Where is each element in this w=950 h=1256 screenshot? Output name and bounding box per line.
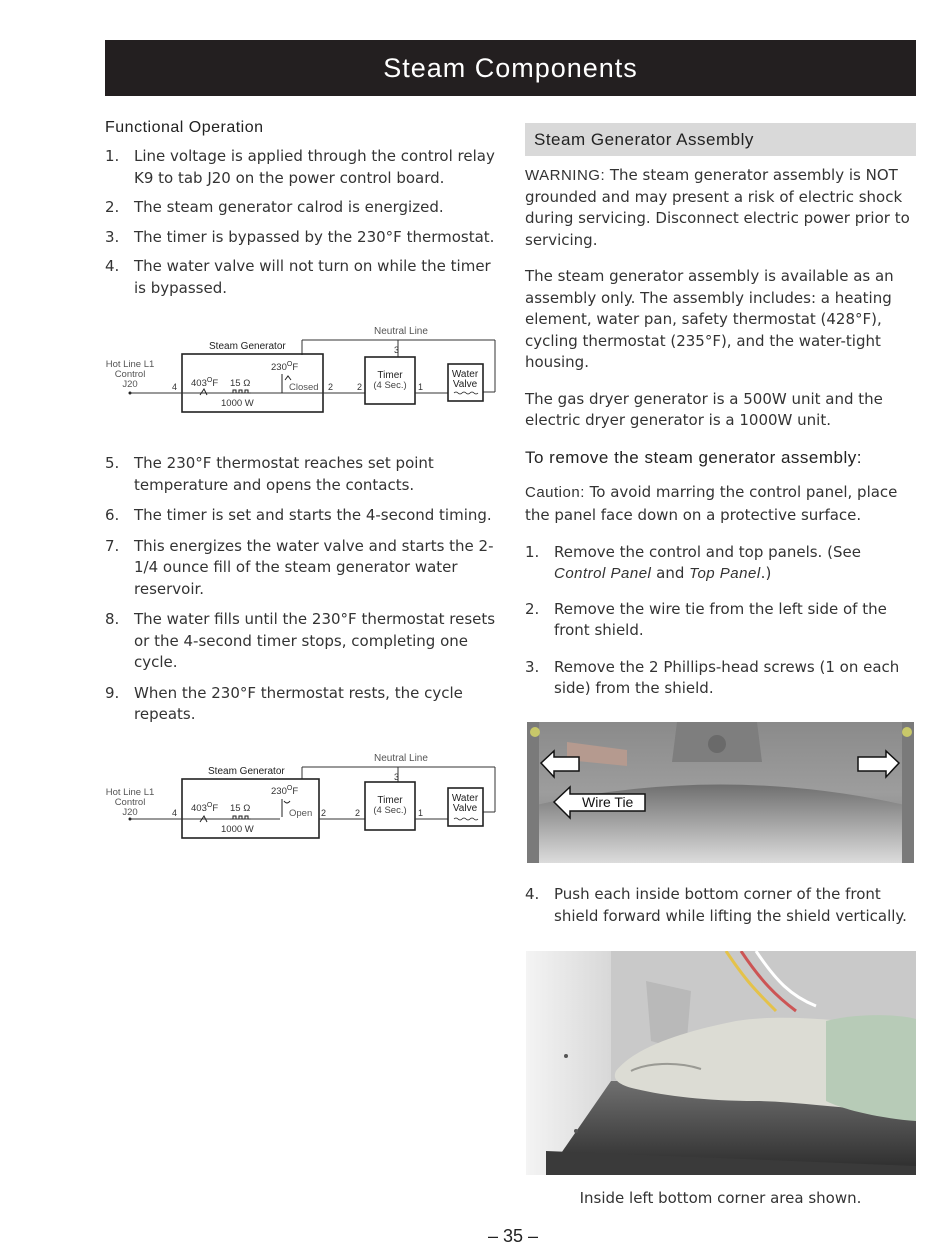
pin-label: 2 (357, 382, 363, 392)
resistance-label: 15 Ω (230, 378, 251, 389)
step-number: 1. (105, 147, 120, 165)
list-item (525, 599, 916, 642)
step-number: 5. (105, 454, 120, 472)
list-item (105, 453, 500, 496)
hot-line-label: J20 (122, 807, 138, 818)
step-text: Remove the control and top panels. (See Control Panel and Top Panel.) (554, 542, 861, 582)
pin-label: 1 (418, 382, 424, 392)
list-item (105, 256, 500, 299)
thermostat-403-symbol (200, 389, 207, 395)
step-text: Remove the 2 Phillips-head screws (1 on each side) from the shield. (554, 657, 900, 697)
step-number: 2. (525, 599, 540, 618)
thermostat-230-symbol (285, 376, 291, 380)
pin-label: 3 (394, 345, 400, 355)
steam-generator-label: Steam Generator (209, 341, 286, 352)
pin-label: 2 (355, 808, 361, 818)
pin-label: 2 (321, 808, 327, 818)
page-number: – 35 – (487, 1226, 539, 1246)
list-item (105, 536, 500, 601)
list-item (105, 146, 500, 189)
left-column (105, 119, 500, 299)
contact-state-label: Open (289, 808, 313, 819)
step-text: Push each inside bottom corner of the front shield forward while lifting the shield vertically. (554, 885, 907, 925)
hot-line-label: Control (114, 797, 146, 808)
functional-operation-heading: Functional Operation (105, 119, 264, 136)
warning-text: The steam generator assembly is NOT grounded and may present a risk of electric shock during servicing. Disconnect electric power prior to servicing. (525, 166, 910, 249)
step-text: The steam generator calrod is energized. (134, 198, 444, 216)
steam-generator-label: Steam Generator (208, 766, 285, 777)
circuit-diagram-open (100, 749, 500, 849)
hot-line-label: Hot Line L1 (105, 787, 155, 798)
pin-label: 2 (328, 382, 334, 392)
step-number: 4. (525, 885, 540, 903)
front-shield-image (527, 722, 914, 863)
thermostat-230-label: $230^OF$ (271, 785, 299, 797)
water-valve-label: Water (451, 369, 479, 380)
generator-paragraph: The gas dryer generator is a 500W unit and the electric dryer generator is a 1000W unit. (525, 389, 883, 429)
step-text: Remove the wire tie from the left side of the front shield. (554, 599, 887, 639)
wire-tie-label: Wire Tie (582, 794, 634, 810)
step-text: The water fills until the 230°F thermostat resets or the 4-second timer stops, completing one cycle. (134, 610, 496, 671)
steps-list-b (105, 453, 500, 726)
pin-label: 4 (172, 808, 178, 818)
timer-seconds-label: (4 Sec.) (373, 805, 407, 816)
step-text: Line voltage is applied through the control relay K9 to tab J20 on the power control board. (134, 147, 495, 187)
control-panel-reference: Control Panel (554, 565, 652, 582)
timer-seconds-label: (4 Sec.) (373, 380, 407, 391)
photo-caption: Inside left bottom corner area shown. (579, 1189, 862, 1207)
step-text: This energizes the water valve and starts the 2-1/4 ounce fill of the steam generator water reservoir. (134, 536, 494, 598)
list-item (105, 609, 500, 674)
remove-heading: To remove the steam generator assembly: (525, 447, 862, 467)
step-number: 2. (105, 198, 120, 216)
top-panel-reference: Top Panel (689, 565, 761, 582)
list-item (105, 505, 500, 527)
watts-label: 1000 W (221, 824, 254, 835)
resistance-label: 15 Ω (230, 803, 251, 814)
page-title: Steam Components (383, 52, 638, 83)
step-number: 4. (105, 257, 120, 275)
water-valve-label: Valve (452, 803, 478, 814)
step-number: 3. (525, 657, 540, 676)
caution-text: To avoid marring the control panel, place the panel face down on a protective surface. (525, 482, 898, 524)
step-number: 6. (105, 506, 120, 524)
step-text: The 230°F thermostat reaches set point temperature and opens the contacts. (134, 454, 434, 494)
contact-state-label: Closed (289, 382, 319, 393)
thermostat-230-label: $230^OF$ (271, 361, 299, 373)
caution-label: Caution: (525, 483, 585, 501)
step-number: 3. (105, 227, 120, 246)
pin-label: 1 (418, 808, 424, 818)
water-valve-label: Valve (452, 379, 478, 390)
list-item (525, 657, 916, 700)
circuit-diagram-closed (100, 322, 500, 422)
step-number: 9. (105, 683, 120, 702)
thermostat-403-label: $403^OF$ (191, 377, 219, 389)
front-shield-photo (527, 722, 914, 863)
warning-paragraph (525, 165, 916, 251)
step-number: 1. (525, 542, 540, 561)
section-title-bar (525, 123, 916, 156)
hot-line-label: Hot Line L1 (105, 359, 155, 370)
list-item (105, 683, 500, 726)
page-title-banner (105, 40, 916, 96)
step-text: The timer is bypassed by the 230°F thermostat. (134, 227, 495, 246)
bottom-corner-photo (526, 951, 916, 1175)
thermostat-403-label: $403^OF$ (191, 802, 219, 814)
timer-label: Timer (377, 370, 403, 381)
timer-label: Timer (377, 795, 403, 806)
list-item (105, 197, 500, 219)
list-item (525, 884, 916, 927)
list-item (525, 542, 916, 585)
warning-label: WARNING: (525, 167, 606, 184)
list-item (105, 227, 500, 249)
caution-paragraph (525, 481, 916, 527)
section-title: Steam Generator Assembly (534, 129, 754, 149)
water-valve-label: Water (451, 793, 479, 804)
step-number: 8. (105, 610, 120, 628)
step-number: 7. (105, 536, 120, 555)
right-column (525, 123, 916, 700)
assembly-paragraph: The steam generator assembly is available as an assembly only. The assembly includes: a heating element, water pan, safety thermostat (428°F), cycling thermostat (235°F), and the water-tight housing. (525, 267, 894, 371)
neutral-line-label: Neutral Line (374, 753, 428, 764)
hot-line-label: Control (114, 369, 146, 380)
pin-label: 3 (394, 772, 400, 782)
step-text: The water valve will not turn on while the timer is bypassed. (134, 257, 491, 297)
watts-label: 1000 W (221, 398, 254, 409)
neutral-line-label: Neutral Line (374, 326, 428, 337)
thermostat-230-symbol (284, 801, 290, 803)
bottom-corner-image (526, 951, 916, 1175)
hot-line-label: J20 (122, 379, 138, 390)
steps-list-a (105, 146, 500, 299)
step-text: When the 230°F thermostat rests, the cycle repeats. (134, 683, 463, 723)
pin-label: 4 (172, 382, 178, 392)
step-text: The timer is set and starts the 4-second timing. (134, 506, 492, 524)
